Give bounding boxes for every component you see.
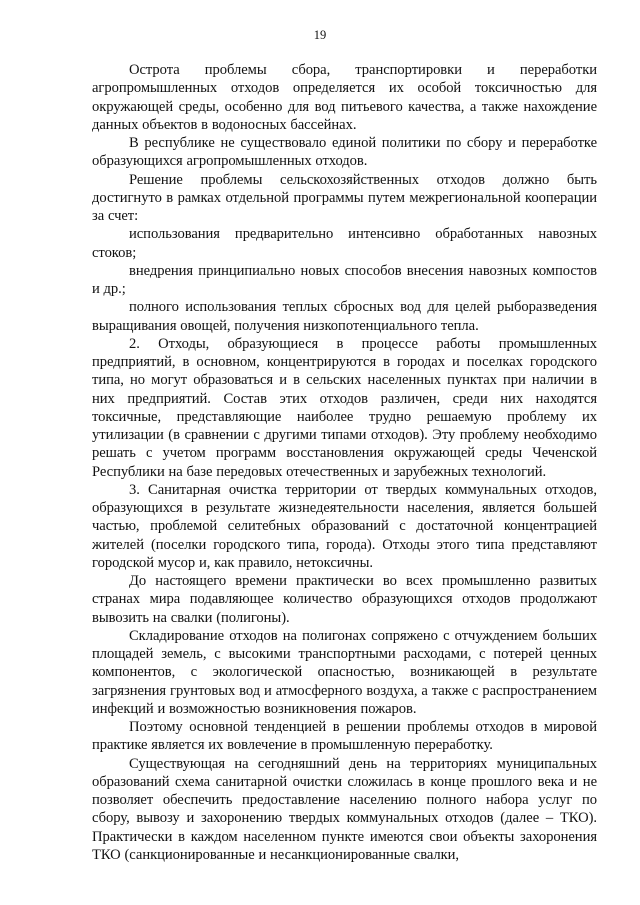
paragraph-acuteness-of-problem: Острота проблемы сбора, транспортировки и переработки агропромышленных отходов определяется их особой токсичностью для окружающей среды, особенно для вод питьевого качества, а также нахождение данных объектов в водоносных бассейнах.	[92, 62, 597, 133]
paragraph-landfill-problems: Складирование отходов на полигонах сопряжено с отчуждением больших площадей земель, с высокими транспортными расходами, с потерей ценных компонентов, с экологической опасностью, возникающей в результате загрязнения грунтовых вод и атмосферного воздуха, а также с распространением инфекций и возможностью возникновения пожаров.	[92, 627, 597, 717]
paragraph-list-item-manure-effluents: использования предварительно интенсивно обработанных навозных стоков;	[92, 226, 597, 261]
page-number: 19	[313, 28, 327, 42]
paragraph-solution-intro: Решение проблемы сельскохозяйственных отходов должно быть достигнуто в рамках отдельной программы путем межрегиональной кооперации за счет:	[92, 171, 597, 224]
paragraph-sanitary-cleaning: 3. Санитарная очистка территории от твердых коммунальных отходов, образующихся в результате жизнедеятельности населения, является большей частью, проблемой селитебных образований с достаточной концентрацией жителей (поселки городского типа, города). Отходы этого типа представляют городской мусор и, как правило, нетоксичны.	[92, 481, 597, 571]
paragraph-existing-scheme: Существующая на сегодняшний день на территориях муниципальных образований схема санитарной очистки сложилась в конце прошлого века и не позволяет обеспечить предоставление населению полного набора услуг по сбору, вывозу и захоронению твердых коммунальных отходов (далее – ТКО). Практически в каждом населенном пункте имеются свои объекты захоронения ТКО (санкционированные и несанкционированные свалки,	[92, 755, 597, 863]
body-text	[92, 61, 597, 864]
paragraph-industrial-waste: 2. Отходы, образующиеся в процессе работы промышленных предприятий, в основном, концентрируются в городах и поселках городского типа, но могут образоваться и в сельских населенных пунктах при наличии в них предприятий. Состав этих отходов различен, среди них находятся токсичные, представляющие наиболее трудно решаемую проблему их утилизации (в сравнении с другими типами отходов). Эту проблему необходимо решать с учетом программ восстановления окружающей среды Чеченской Республики на базе передовых отечественных и зарубежных технологий.	[92, 335, 597, 480]
paragraph-world-trend: Поэтому основной тенденцией в решении проблемы отходов в мировой практике является их вовлечение в промышленную переработку.	[92, 719, 597, 754]
paragraph-landfills-current-practice: До настоящего времени практически во всех промышленно развитых странах мира подавляющее количество образующихся отходов продолжают вывозить на свалки (полигоны).	[92, 573, 597, 626]
paragraph-list-item-new-methods: внедрения принципиально новых способов внесения навозных компостов и др.;	[92, 262, 597, 297]
paragraph-no-unified-policy: В республике не существовало единой политики по сбору и переработке образующихся агропромышленных отходов.	[92, 135, 597, 170]
paragraph-list-item-warm-waters: полного использования теплых сбросных вод для целей рыборазведения выращивания овощей, получения низкопотенциального тепла.	[92, 299, 597, 334]
